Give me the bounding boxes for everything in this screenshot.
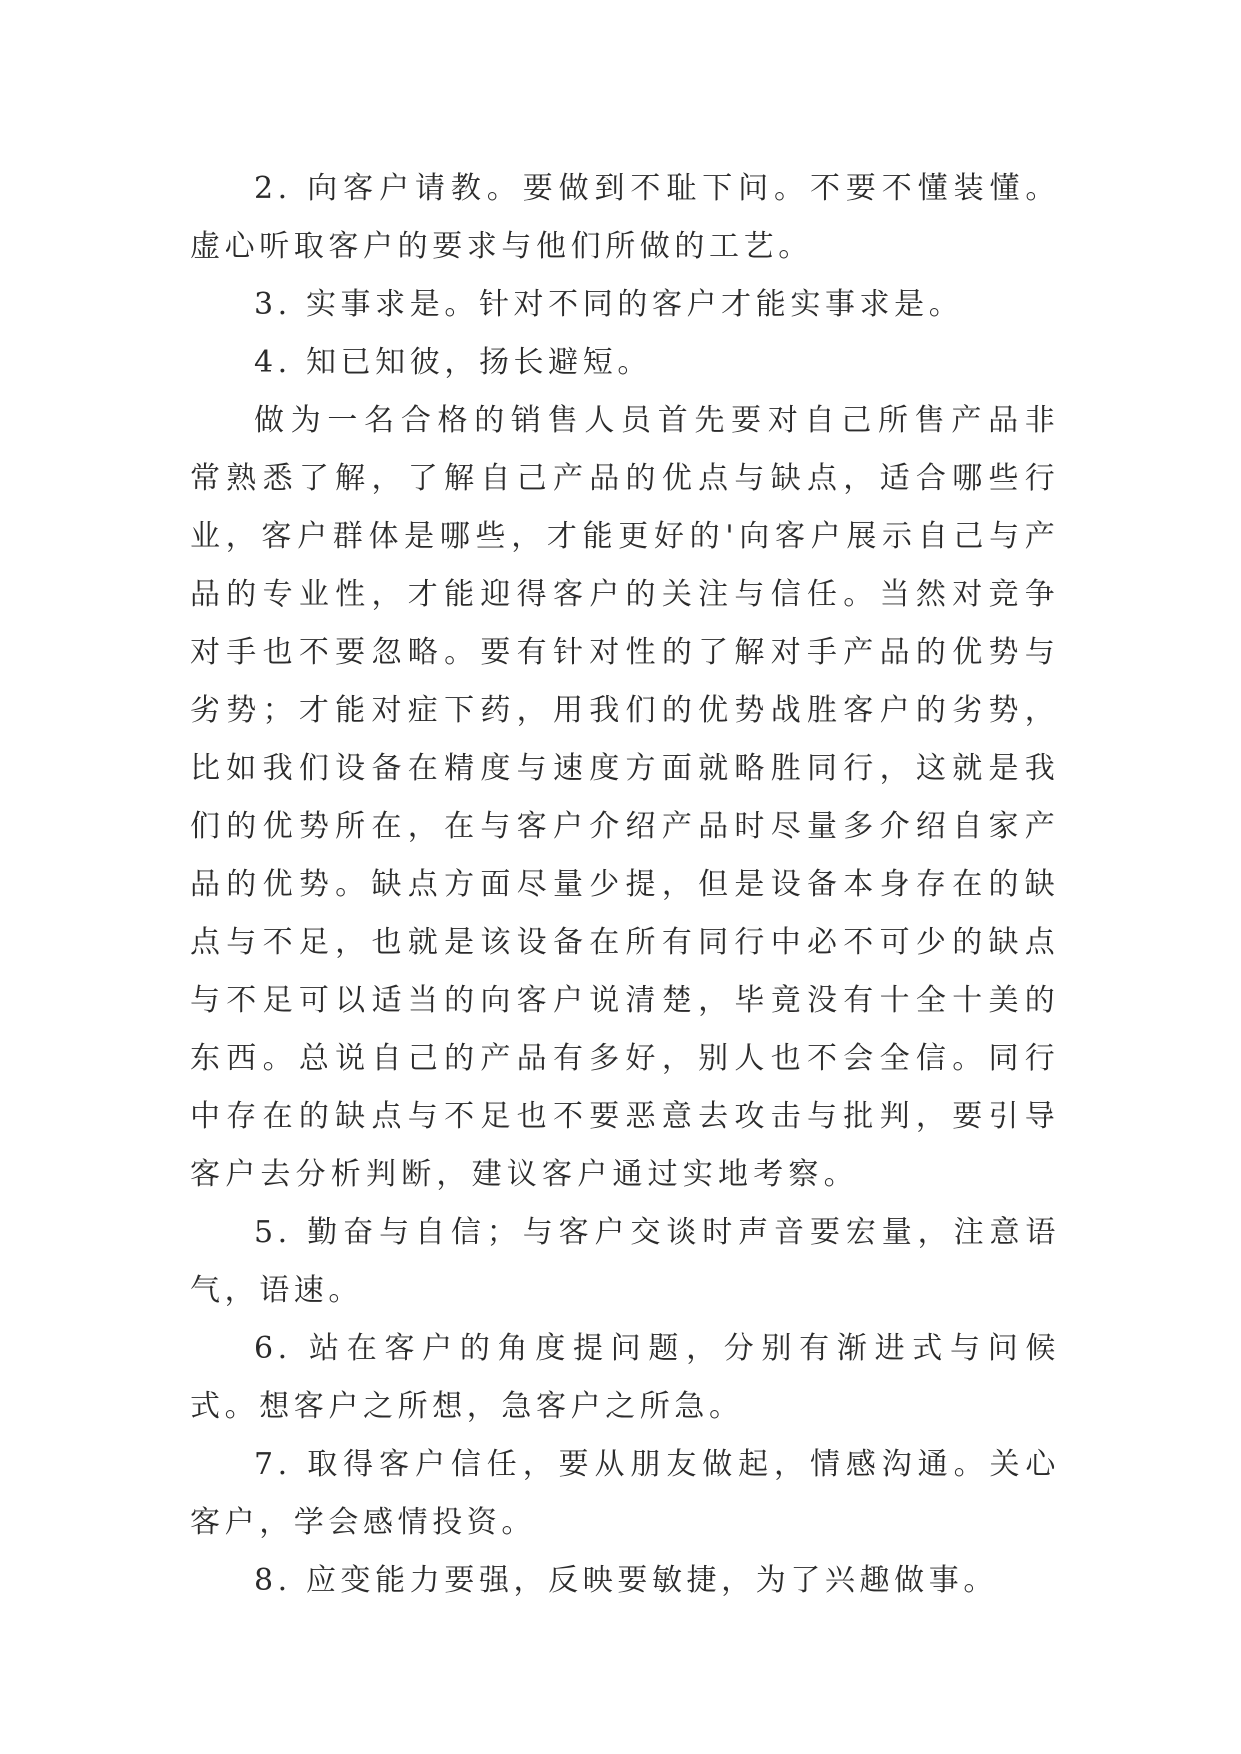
paragraph-item-7: 7. 取得客户信任，要从朋友做起，情感沟通。关心客户，学会感情投资。 — [190, 1447, 1060, 1540]
paragraph-item-2: 2. 向客户请教。要做到不耻下问。不要不懂装懂。虚心听取客户的要求与他们所做的工艺。 — [190, 171, 1060, 264]
paragraph-item-6: 6. 站在客户的角度提问题，分别有渐进式与问候式。想客户之所想，急客户之所急。 — [190, 1331, 1060, 1424]
paragraph-item-5: 5. 勤奋与自信；与客户交谈时声音要宏量，注意语气，语速。 — [190, 1215, 1060, 1308]
document-body — [190, 160, 1060, 1610]
paragraph-product-knowledge: 做为一名合格的销售人员首先要对自己所售产品非常熟悉了解，了解自己产品的优点与缺点，适合哪些行业，客户群体是哪些，才能更好的'向客户展示自己与产品的专业性，才能迎得客户的关注与信任。当然对竞争对手也不要忽略。要有针对性的了解对手产品的优势与劣势；才能对症下药，用我们的优势战胜客户的劣势，比如我们设备在精度与速度方面就略胜同行，这就是我们的优势所在，在与客户介绍产品时尽量多介绍自家产品的优势。缺点方面尽量少提，但是设备本身存在的缺点与不足，也就是该设备在所有同行中必不可少的缺点与不足可以适当的向客户说清楚，毕竟没有十全十美的东西。总说自己的产品有多好，别人也不会全信。同行中存在的缺点与不足也不要恶意去攻击与批判，要引导客户去分析判断，建议客户通过实地考察。 — [190, 403, 1060, 1192]
paragraph-item-4: 4. 知已知彼，扬长避短。 — [254, 345, 652, 380]
paragraph-item-8: 8. 应变能力要强，反映要敏捷，为了兴趣做事。 — [254, 1563, 998, 1598]
paragraph-item-3: 3. 实事求是。针对不同的客户才能实事求是。 — [254, 287, 964, 322]
